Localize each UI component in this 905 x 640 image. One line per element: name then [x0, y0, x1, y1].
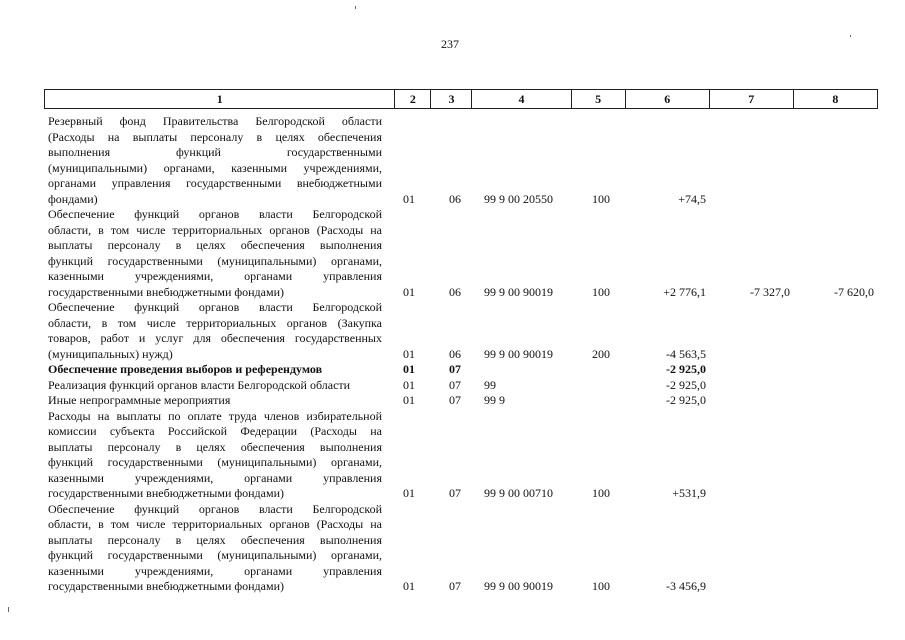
description-line: Обеспечение проведения выборов и референдумов — [48, 362, 323, 376]
row-description — [48, 393, 382, 409]
row-description — [48, 409, 382, 502]
description-line: Обеспечение функций органов власти Белгородской — [48, 501, 382, 516]
description-line: фондами) — [48, 191, 98, 206]
description-line: функций государственными (муниципальными) органами, — [48, 548, 382, 562]
description-line: Расходы на выплаты по оплате труда членов избирательной — [48, 408, 382, 423]
table-row — [0, 362, 905, 378]
cell-c3: 07 — [449, 486, 461, 500]
description-line: функций государственными (муниципальными) органами, — [48, 253, 382, 268]
description-line: выплаты персоналу в целях обеспечения выполнения — [48, 439, 382, 454]
cell-c3: 07 — [449, 579, 461, 593]
cell-c5: 200 — [592, 346, 610, 361]
cell-c6: +531,9 — [672, 486, 706, 500]
cell-c4: 99 9 00 90019 — [484, 346, 553, 361]
description-line: Резервный фонд Правительства Белгородской области — [48, 114, 382, 128]
scan-speck — [850, 35, 851, 37]
description-line: органами управления государственными внебюджетными — [48, 176, 382, 190]
cell-c3: 06 — [449, 284, 461, 299]
cell-c6: -2 925,0 — [666, 377, 706, 392]
cell-c2: 01 — [403, 486, 415, 500]
header-col-2: 2 — [395, 90, 431, 109]
description-line: комиссии субъекта Российской Федерации (Расходы на — [48, 424, 382, 438]
cell-c2: 01 — [403, 191, 415, 206]
row-description — [48, 114, 382, 207]
description-line: области, в том числе территориальных органов (Расходы на — [48, 517, 382, 531]
description-line: (муниципальных) нужд) — [48, 346, 173, 361]
cell-c3: 07 — [449, 362, 461, 376]
description-line: Реализация функций органов власти Белгородской области — [48, 377, 351, 392]
table-row — [0, 378, 905, 394]
description-line: казенными учреждениями, органами управления — [48, 269, 382, 283]
table-row — [0, 114, 905, 207]
description-line: Обеспечение функций органов власти Белгородской — [48, 300, 382, 314]
cell-c5: 100 — [592, 191, 610, 206]
description-line: государственными внебюджетными фондами) — [48, 284, 285, 299]
cell-c6: +74,5 — [678, 191, 706, 206]
cell-c2: 01 — [403, 284, 415, 299]
header-col-6: 6 — [625, 90, 709, 109]
cell-c6: -4 563,5 — [666, 346, 706, 361]
row-description — [48, 502, 382, 595]
cell-c2: 01 — [403, 393, 415, 407]
header-col-5: 5 — [571, 90, 625, 109]
cell-c5: 100 — [592, 486, 610, 500]
description-line: государственными внебюджетными фондами) — [48, 579, 285, 593]
header-col-4: 4 — [472, 90, 571, 109]
cell-c6: -3 456,9 — [666, 579, 706, 593]
description-line: области, в том числе территориальных органов (Закупка — [48, 315, 382, 330]
cell-c5: 100 — [592, 284, 610, 299]
page-number: 237 — [441, 37, 459, 51]
table-row — [0, 207, 905, 300]
table-row — [0, 300, 905, 362]
cell-c5: 100 — [592, 579, 610, 593]
cell-c2: 01 — [403, 346, 415, 361]
description-line: товаров, работ и услуг для обеспечения государственных — [48, 331, 382, 345]
description-line: области, в том числе территориальных органов (Расходы на — [48, 222, 382, 237]
scan-speck — [355, 6, 356, 9]
description-line: казенными учреждениями, органами управления — [48, 563, 382, 578]
description-line: выполнения функций государственными — [48, 145, 382, 159]
cell-c3: 06 — [449, 191, 461, 206]
header-col-8: 8 — [793, 90, 877, 109]
header-col-7: 7 — [709, 90, 793, 109]
cell-c4: 99 9 00 90019 — [484, 579, 553, 593]
header-col-1: 1 — [45, 90, 395, 109]
description-line: Обеспечение функций органов власти Белгородской — [48, 207, 382, 221]
cell-c4: 99 9 00 00710 — [484, 486, 553, 500]
cell-c4: 99 9 00 20550 — [484, 191, 553, 206]
cell-c3: 07 — [449, 377, 461, 392]
cell-c3: 07 — [449, 393, 461, 407]
description-line: государственными внебюджетными фондами) — [48, 486, 285, 500]
row-description — [48, 300, 382, 362]
cell-c4: 99 — [484, 377, 496, 392]
cell-c2: 01 — [403, 362, 415, 376]
row-description — [48, 362, 382, 378]
cell-c6: -2 925,0 — [666, 362, 706, 376]
cell-c4: 99 9 — [484, 393, 505, 407]
table-row — [0, 409, 905, 502]
description-line: казенными учреждениями, органами управления — [48, 470, 382, 485]
table-row — [0, 393, 905, 409]
description-line: функций государственными (муниципальными) органами, — [48, 455, 382, 469]
cell-c4: 99 9 00 90019 — [484, 284, 553, 299]
header-col-3: 3 — [431, 90, 472, 109]
table-row — [0, 502, 905, 595]
row-description — [48, 378, 382, 394]
cell-c6: -2 925,0 — [666, 393, 706, 407]
description-line: (муниципальными) органами, казенными учреждениями, — [48, 160, 382, 175]
description-line: выплаты персоналу в целях обеспечения выполнения — [48, 532, 382, 547]
scan-speck — [8, 607, 9, 612]
row-description — [48, 207, 382, 300]
description-line: Иные непрограммные мероприятия — [48, 393, 231, 407]
cell-c6: +2 776,1 — [663, 284, 706, 299]
cell-c3: 06 — [449, 346, 461, 361]
cell-c8: -7 620,0 — [834, 284, 874, 299]
cell-c2: 01 — [403, 377, 415, 392]
cell-c2: 01 — [403, 579, 415, 593]
description-line: (Расходы на выплаты персоналу в целях обеспечения — [48, 129, 382, 144]
cell-c7: -7 327,0 — [750, 284, 790, 299]
description-line: выплаты персоналу в целях обеспечения выполнения — [48, 238, 382, 252]
